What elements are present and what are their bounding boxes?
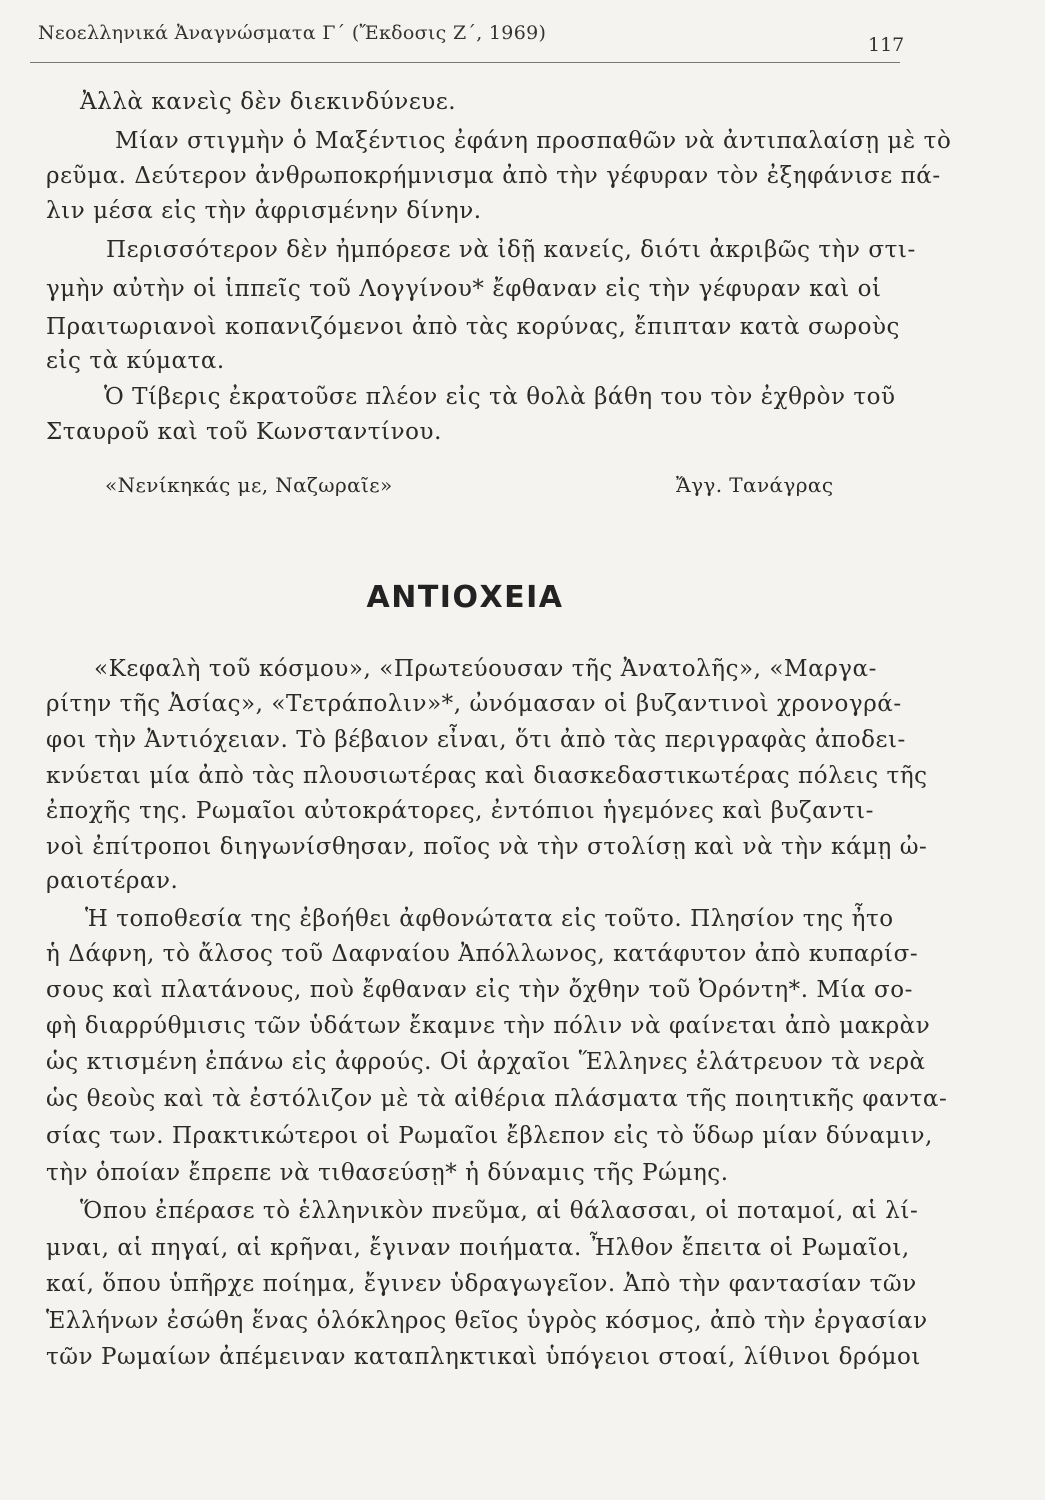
excerpt-line: Περισσότερον δὲν ἠμπόρεσε νὰ ἰδῇ κανείς, διότι ἀκριβῶς τὴν στι- xyxy=(106,237,916,263)
body-line: ρίτην τῆς Ἀσίας», «Τετράπολιν»*, ὠνόμασαν οἱ βυζαντινοὶ χρονογρά- xyxy=(46,691,902,717)
body-line: νοὶ ἐπίτροποι διηγωνίσθησαν, ποῖος νὰ τὴν στολίσῃ καὶ νὰ τὴν κάμῃ ὠ- xyxy=(46,834,928,860)
body-line: φοι τὴν Ἀντιόχειαν. Τὸ βέβαιον εἶναι, ὅτι ἀπὸ τὰς περιγραφὰς ἀποδει- xyxy=(46,727,906,753)
excerpt-line: Ἀλλὰ κανεὶς δὲν διεκινδύνευε. xyxy=(80,89,457,115)
source-author: Ἄγγ. Τανάγρας xyxy=(676,473,834,497)
header-rule xyxy=(30,62,900,63)
body-line: ὡς θεοὺς καὶ τὰ ἐστόλιζον μὲ τὰ αἰθέρια πλάσματα τῆς ποιητικῆς φαντα- xyxy=(46,1086,948,1112)
body-line: ραιοτέραν. xyxy=(46,868,179,894)
excerpt-line: Ὁ Τίβερις ἐκρατοῦσε πλέον εἰς τὰ θολὰ βάθη του τὸν ἐχθρὸν τοῦ xyxy=(104,384,896,410)
body-line: τὴν ὁποίαν ἔπρεπε νὰ τιθασεύσῃ* ἡ δύναμις τῆς Ρώμης. xyxy=(46,1160,729,1186)
excerpt-line: Πραιτωριανοὶ κοπανιζόμενοι ἀπὸ τὰς κορύνας, ἔπιπταν κατὰ σωροὺς xyxy=(46,314,900,340)
body-line: φὴ διαρρύθμισις τῶν ὑδάτων ἔκαμνε τὴν πόλιν νὰ φαίνεται ἀπὸ μακρὰν xyxy=(46,1013,931,1039)
body-line: σίας των. Πρακτικώτεροι οἱ Ρωμαῖοι ἔβλεπον εἰς τὸ ὕδωρ μίαν δύναμιν, xyxy=(46,1123,933,1149)
excerpt-line: Σταυροῦ καὶ τοῦ Κωνσταντίνου. xyxy=(46,419,442,445)
body-line: κνύεται μία ἀπὸ τὰς πλουσιωτέρας καὶ διασκεδαστικωτέρας πόλεις τῆς xyxy=(46,763,928,789)
body-line: ἐποχῆς της. Ρωμαῖοι αὐτοκράτορες, ἐντόπιοι ἡγεμόνες καὶ βυζαντι- xyxy=(46,798,874,824)
source-work-title: «Νενίκηκάς με, Ναζωραῖε» xyxy=(105,473,393,497)
body-line: Ἡ τοποθεσία της ἐβοήθει ἀφθονώτατα εἰς τοῦτο. Πλησίον της ἦτο xyxy=(85,906,894,932)
excerpt-line: Μίαν στιγμὴν ὁ Μαξέντιος ἐφάνη προσπαθῶν νὰ ἀντιπαλαίσῃ μὲ τὸ xyxy=(115,128,952,154)
body-line: μναι, αἱ πηγαί, αἱ κρῆναι, ἔγιναν ποιήματα. Ἦλθον ἔπειτα οἱ Ρωμαῖοι, xyxy=(46,1235,910,1261)
body-line: καί, ὅπου ὑπῆρχε ποίημα, ἔγινεν ὑδραγωγεῖον. Ἀπὸ τὴν φαντασίαν τῶν xyxy=(46,1271,917,1297)
page-number: 117 xyxy=(868,34,905,56)
section-title: ΑΝΤΙΟΧΕΙΑ xyxy=(366,580,564,615)
body-line: «Κεφαλὴ τοῦ κόσμου», «Πρωτεύουσαν τῆς Ἀνατολῆς», «Μαργα- xyxy=(94,656,877,682)
excerpt-line: εἰς τὰ κύματα. xyxy=(46,348,225,374)
body-line: ὡς κτισμένη ἐπάνω εἰς ἀφρούς. Οἱ ἀρχαῖοι Ἕλληνες ἐλάτρευον τὰ νερὰ xyxy=(46,1049,926,1075)
body-line: σους καὶ πλατάνους, ποὺ ἔφθαναν εἰς τὴν ὄχθην τοῦ Ὀρόντη*. Μία σο- xyxy=(46,977,913,1003)
excerpt-line: γμὴν αὐτὴν οἱ ἱππεῖς τοῦ Λογγίνου* ἔφθαναν εἰς τὴν γέφυραν καὶ οἱ xyxy=(46,276,882,302)
body-line: Ὅπου ἐπέρασε τὸ ἑλληνικὸν πνεῦμα, αἱ θάλασσαι, οἱ ποταμοί, αἱ λί- xyxy=(80,1198,919,1224)
body-line: τῶν Ρωμαίων ἀπέμειναν καταπληκτικαὶ ὑπόγειοι στοαί, λίθινοι δρόμοι xyxy=(46,1344,921,1370)
excerpt-line: λιν μέσα εἰς τὴν ἀφρισμένην δίνην. xyxy=(46,198,482,224)
body-line: Ἑλλήνων ἐσώθη ἕνας ὁλόκληρος θεῖος ὑγρὸς κόσμος, ἀπὸ τὴν ἐργασίαν xyxy=(46,1308,928,1334)
excerpt-line: ρεῦμα. Δεύτερον ἀνθρωποκρήμνισμα ἀπὸ τὴν γέφυραν τὸν ἐξηφάνισε πά- xyxy=(46,163,941,189)
running-title: Νεοελληνικά Ἀναγνώσματα Γ΄ (Ἔκδοσις Ζ΄, 1969) xyxy=(38,22,547,44)
body-line: ἡ Δάφνη, τὸ ἄλσος τοῦ Δαφναίου Ἀπόλλωνος, κατάφυτον ἀπὸ κυπαρίσ- xyxy=(46,941,919,967)
